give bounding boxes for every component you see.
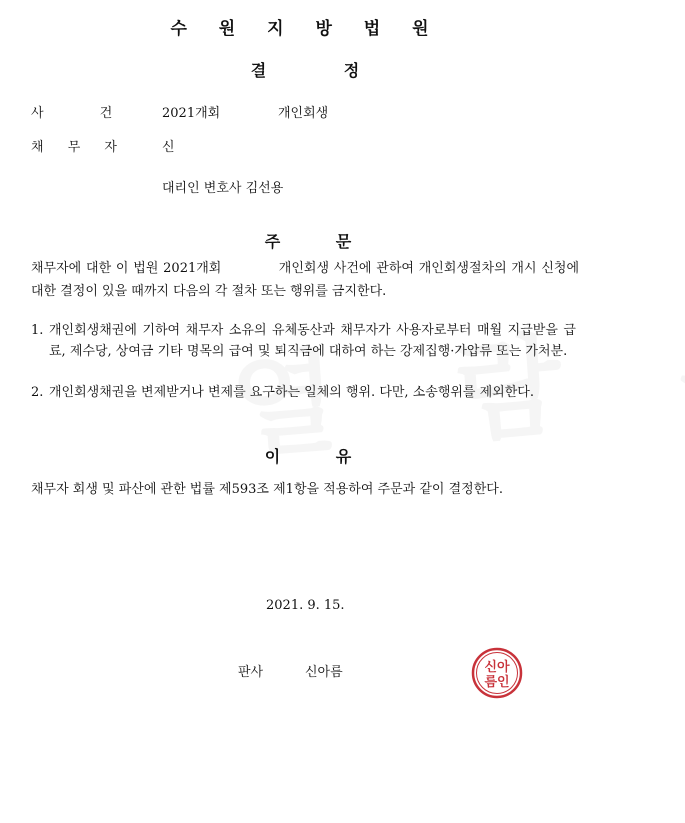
decision-date: 2021. 9. 15. bbox=[266, 598, 345, 613]
reason-text: 채무자 회생 및 파산에 관한 법률 제593조 제1항을 적용하여 주문과 같이 결정한다. bbox=[31, 482, 503, 497]
case-number: 2021개회 bbox=[162, 106, 221, 121]
court-name: 수 원 지 방 법 원 bbox=[170, 19, 442, 39]
order-item-number: 1. bbox=[31, 323, 44, 338]
debtor-agent: 대리인 변호사 김선용 bbox=[162, 181, 284, 196]
judge-title: 판사 bbox=[238, 665, 264, 680]
order-item-2 bbox=[31, 382, 576, 403]
order-heading: 주 문 bbox=[264, 232, 352, 251]
document-title: 결 정 bbox=[250, 61, 360, 80]
order-item-text: 개인회생채권을 변제받거나 변제를 요구하는 일체의 행위. 다만, 소송행위를 제외한다. bbox=[49, 385, 534, 400]
order-item-text: 개인회생채권에 기하여 채무자 소유의 유체동산과 채무자가 사용자로부터 매월 지급받을 급료, 제수당, 상여금 기타 명목의 급여 및 퇴직금에 대하여 하는 강제집행·가압류 또는 가처분. bbox=[49, 323, 576, 359]
judge-name: 신아름 bbox=[305, 665, 343, 680]
order-intro: 채무자에 대한 이 법원 2021개회 개인회생 사건에 관하여 개인회생절차의 개시 신청에 대한 결정이 있을 때까지 다음의 각 절차 또는 행위를 금지한다. bbox=[31, 261, 579, 299]
order-item-1 bbox=[31, 320, 576, 362]
svg-text:름인: 름인 bbox=[484, 675, 510, 690]
reason-heading: 이 유 bbox=[264, 447, 352, 466]
svg-text:신아: 신아 bbox=[484, 660, 510, 675]
case-name: 개인회생 bbox=[278, 106, 329, 121]
case-label: 사 건 bbox=[31, 106, 113, 121]
debtor-name: 신 bbox=[162, 140, 175, 155]
debtor-label: 채 무 자 bbox=[31, 140, 117, 155]
order-item-number: 2. bbox=[31, 385, 44, 400]
judge-seal-icon bbox=[471, 647, 523, 699]
